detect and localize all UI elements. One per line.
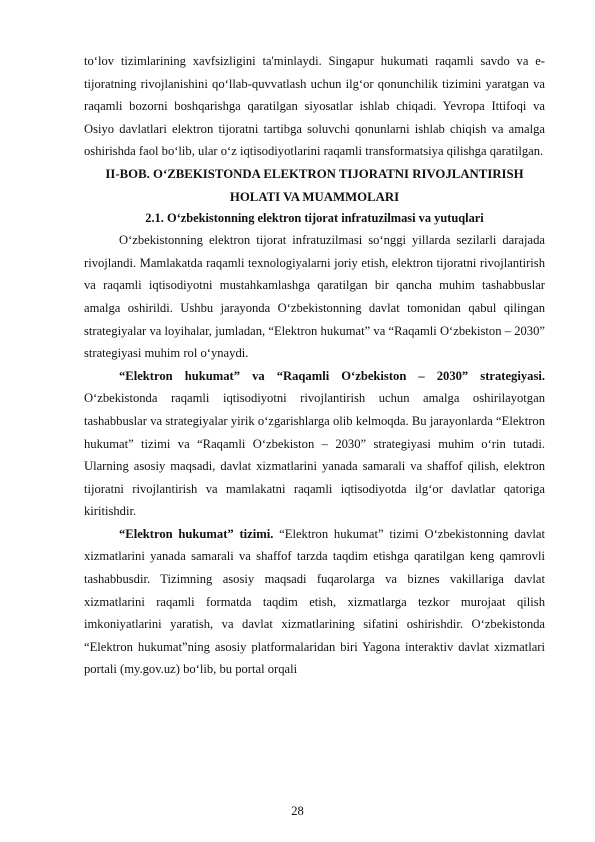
paragraph-e-government — [84, 523, 545, 681]
paragraph-e-government-body: “Elektron hukumat” tizimi O‘zbekistonning davlat xizmatlarini yanada samarali va shaffof tarzda taqdim etishga qaratilgan keng qamrovli tashabbusdir. Tizimning asosiy maqsadi fuqarolarga va biznes vakillariga davlat xizmatlarini raqamli formatda taqdim etish, xizmatlarga tezkor murojaat qilish imkoniyatlarini yaratish, va davlat xizmatlarining sifatini oshirishdir. O‘zbekistonda “Elektron hukumat”ning asosiy platformalaridan biri Yagona interaktiv davlat xizmatlari portali (my.gov.uz) bo‘lib, bu portal orqali — [84, 526, 545, 677]
document-page — [84, 50, 545, 681]
paragraph-strategy-body: O‘zbekistonda raqamli iqtisodiyotni rivojlantirish uchun amalga oshirilayotgan tashabbuslar va strategiyalar yirik o‘zgarishlarga olib kelmoqda. Bu jarayonlarda “Elektron hukumat” tizimi va “Raqamli O‘zbekiston – 2030” strategiyasi muhim o‘rin tutadi. Ularning asosiy maqsadi, davlat xizmatlarini yanada samarali va shaffof qilish, elektron tijoratni rivojlantirish va mamlakatni raqamli iqtisodiyotda ilg‘or davlatlar qatoriga kiritishdir. — [84, 391, 545, 519]
chapter-title: II-BOB. O‘ZBEKISTONDA ELEKTRON TIJORATNI RIVOJLANTIRISH HOLATI VA MUAMMOLARI — [105, 166, 524, 204]
page-number: 28 — [291, 804, 304, 818]
paragraph-intro: to‘lov tizimlarining xavfsizligini ta'minlaydi. Singapur hukumati raqamli savdo va e-tijoratning rivojlanishini qo‘llab-quvvatlash uchun ilg‘or qonunchilik tizimini yaratgan va raqamli bozorni boshqarishga qaratilgan siyosatlar ishlab chiqadi. Yevropa Ittifoqi va Osiyo davlatlari elektron tijoratni tartibga soluvchi qonunlarni ishlab chiqish va amalga oshirishda faol bo‘lib, ular o‘z iqtisodiyotlarini raqamli transformatsiya qilishga qaratilgan. — [84, 54, 545, 159]
paragraph-strategy-lead: “Elektron hukumat” va “Raqamli O‘zbekiston – 2030” strategiyasi. — [119, 368, 545, 383]
paragraph-infrastructure: O‘zbekistonning elektron tijorat infratuzilmasi so‘nggi yillarda sezilarli darajada rivojlandi. Mamlakatda raqamli texnologiyalarni joriy etish, elektron tijoratni rivojlantirish va raqamli iqtisodiyotni mustahkamlashga qaratilgan bir qancha muhim tashabbuslar amalga oshirildi. Ushbu jarayonda O‘zbekistonning davlat tomonidan qabul qilingan strategiyalar va loyihalar, jumladan, “Elektron hukumat” va “Raqamli O‘zbekiston – 2030” strategiyasi muhim rol o‘ynaydi. — [84, 233, 545, 361]
paragraph-strategy — [84, 365, 545, 523]
section-title: 2.1. O‘zbekistonning elektron tijorat infratuzilmasi va yutuqlari — [145, 211, 484, 226]
paragraph-e-government-lead: “Elektron hukumat” tizimi. — [119, 526, 274, 541]
